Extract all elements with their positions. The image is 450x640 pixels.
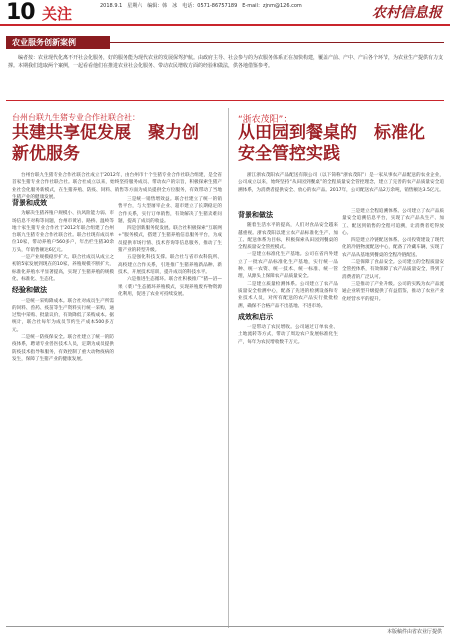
right-para-6: 一是带动了农民增收。公司通过订单农业、土地流转等方式，带动了周边农户发展标准化生产，每年为农民增收数千万元。 [238, 325, 338, 345]
left-col-2 [118, 196, 222, 624]
banner-text: 农业服务创新案例 [12, 38, 76, 47]
banner-rule [110, 42, 444, 43]
left-para-6: 四是创新服务促发展。联合社积极探索“互联网+”服务模式，搭建了生猪养殖信息服务平台，为成员提供市场行情、技术咨询等信息服务，推动了生猪产业的转型升级。 [118, 226, 222, 254]
footer-rule [6, 626, 444, 627]
left-para-8: 六是推进生态循环。联合社积极推广“猪—沼—果（菜）”生态循环养殖模式，实现养殖废弃物资源化利用，促进了农业可持续发展。 [118, 277, 222, 297]
right-para-1: 随着生活水平的提高，人们对食品安全越来越重视。浙农茂阳以建立农产品标准化生产、加工、配送体系为目标，积极探索从田园到餐桌的全程质量安全管控模式。 [238, 223, 338, 251]
left-article-kicker: 台州台联九生猪专业合作社联合社： [12, 113, 140, 122]
section-name: 关注 [42, 5, 73, 23]
left-article-title: 共建共享促发展 聚力创新优服务 [12, 123, 199, 164]
left-para-1: 为解决生猪养殖户规模小、抗风险能力弱、市场信息不对称等问题，台州市黄岩、路桥、温岭等地十家生猪专业合作社于2012年联合组建了台州台联九生猪专业合作社联合社。联合社现有成员单位10家，带动养殖户560多户，年出栏生猪30余万头，年销售额达6亿元。 [12, 211, 114, 253]
left-para-4: 二是统一防疫保安全。联合社建立了统一的防疫体系，聘请专业兽医技术人员，定期为成员提供防疫技术指导和服务，有效控制了重大动物疫病的发生，保障了生猪产业的健康发展。 [12, 335, 114, 362]
right-para-5: 四是建立冷链配送体系。公司投资建设了现代化的冷链物流配送中心，配备了冷藏车辆，实现了农产品从基地到餐桌的全程冷链配送。 [342, 238, 444, 258]
left-para-7: 五是强化科技支撑。联合社与省市农科院所、高校建立合作关系，引进推广生猪养殖新品种、新技术，开展技术培训，提升成员的科技水平。 [118, 255, 222, 275]
right-article-kicker: “浙农茂阳”： [238, 115, 293, 125]
column-divider [228, 108, 229, 628]
right-para-3: 二是建立质量检测体系。公司建立了农产品质量安全检测中心，配备了先进的检测设备和专业技术人员，对所有配送的农产品实行批批检测，确保不合格产品不出基地、不进市场。 [238, 281, 338, 309]
section-divider [6, 100, 444, 101]
date-line: 2018.9.1 星期六 编辑：韩 冰 电话：0571-86757189 E-mail：zjnm@126.com [100, 3, 302, 9]
right-para-4: 三是建立全程追溯体系。公司建立了农产品质量安全追溯信息平台，实现了农产品从生产、加工、配送到销售的全程可追溯，让消费者吃得放心。 [342, 209, 444, 236]
left-col-1 [12, 196, 114, 624]
editor-note: 编者按：农业现代化离不开社会化服务，好的服务能为现代农业的发展保驾护航。由政府主导、社会参与的为农服务体系正在加快构建，覆盖产前、产中、产后各个环节，为农业生产提供有力支撑。本期我们选取两个案例，一起看看他们在推进农业社会化服务、带动农民增收方面的经验和做法，供各地借鉴参考。 [8, 55, 444, 69]
right-article-title: 从田园到餐桌的 标准化安全管控实践 [238, 123, 425, 164]
left-para-2: 一是产业规模稳步扩大。联合社成员从成立之初的5家发展到现在的10家，养殖规模不断扩大，标准化养殖水平显著提高，实现了生猪养殖的规模化、标准化、生态化。 [12, 255, 114, 282]
left-heading-2: 经验和做法 [12, 286, 47, 295]
left-heading-1: 背景和成效 [12, 199, 47, 207]
right-intro: 浙江浙农茂阳农产品配送有限公司（以下简称“浙农茂阳”）是一家从事农产品配送的农业企业，公司成立以来，始终坚持“从田园到餐桌”的全程质量安全管控理念，建立了完善的农产品质量安全追溯体系，为消费者提供安全、放心的农产品。2017年，公司配送农产品2万余吨，销售额达3.5亿元。 [238, 173, 444, 193]
page-number: 10 [6, 0, 35, 25]
footer-credit: 本版稿件由省农业厅提供 [386, 629, 442, 635]
right-para-8: 三是推动了产业升级。公司的实践为农产品流通企业转型升级提供了有益借鉴，推动了农业产业化经营水平的提升。 [342, 281, 444, 302]
masthead-logo: 农村信息报 [372, 5, 442, 21]
column-banner [6, 36, 110, 49]
right-heading-1: 背景和做法 [238, 211, 273, 219]
right-col-1 [238, 208, 338, 624]
right-col-2 [342, 208, 444, 624]
right-para-2: 一是建立标准化生产基地。公司在省内外建立了一批农产品标准化生产基地，实行统一品种、统一农资、统一技术、统一标准、统一管理，从源头上保障农产品质量安全。 [238, 252, 338, 280]
left-para-3: 一是统一采购降成本。联合社对成员生产所需的饲料、兽药、疫苗等生产资料实行统一采购，通过集中采购、批量议价，有效降低了采购成本。据统计，联合社每年为成员节约生产成本500多万元。 [12, 298, 114, 333]
left-para-5: 三是统一销售增效益。联合社建立了统一的销售平台，与大型屠宰企业、超市建立了长期稳定的合作关系，实行订单销售，有效解决了生猪卖难问题，提高了成员的收益。 [118, 197, 222, 224]
right-para-7: 二是保障了食品安全。公司建立的全程质量安全管控体系，有效保障了农产品质量安全，得到了消费者的广泛认可。 [342, 260, 444, 280]
left-intro: 台州台联九生猪专业合作社联合社成立于2012年，由台州市十个生猪专业合作社联合组建，是全省首家生猪专业合作社联合社。联合社成立以来，始终坚持服务成员、带动农户的宗旨，积极探索生猪产业社会化服务新模式，在生猪养殖、防疫、饲料、销售等方面为成员提供全方位服务，有效带动了当地生猪产业的健康发展。 [12, 173, 222, 200]
page-header [0, 0, 450, 26]
right-heading-2: 成效和启示 [238, 312, 273, 321]
